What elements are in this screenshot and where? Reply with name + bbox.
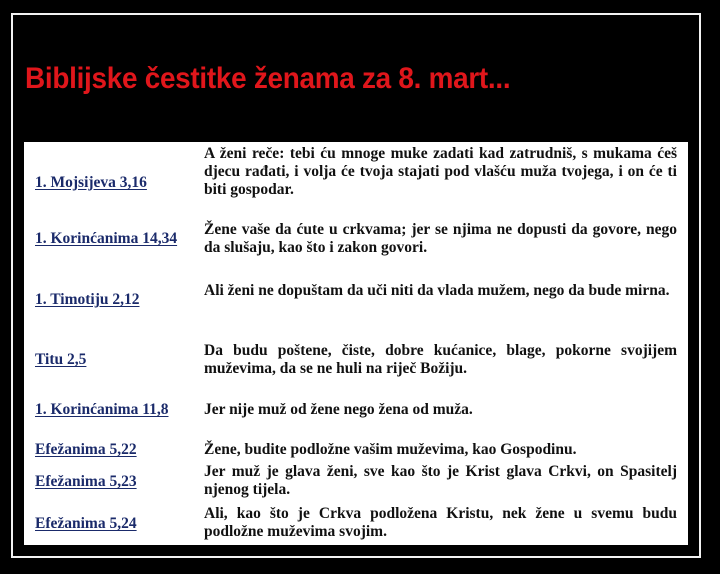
verse-text: Da budu poštene, čiste, dobre kućanice, blage, pokorne svojijem muževima, da se ne huli na riječ Božiju. (204, 342, 677, 377)
verse-reference-link[interactable]: Efežanima 5,24 (35, 515, 137, 532)
verse-text: Ali ženi ne dopuštam da uči niti da vlada mužem, nego da bude mirna. (204, 282, 670, 299)
verse-reference-link[interactable]: Efežanima 5,22 (35, 441, 137, 458)
verse-reference-link[interactable]: Titu 2,5 (35, 351, 87, 368)
verse-text: Jer nije muž od žene nego žena od muža. (204, 401, 473, 418)
verse-text: Žene vaše da ćute u crkvama; jer se njima ne dopusti da govore, nego da slušaju, kao što i zakon govori. (204, 221, 677, 256)
verse-reference-link[interactable]: 1. Mojsijeva 3,16 (35, 174, 147, 191)
verse-reference-link[interactable]: Efežanima 5,23 (35, 473, 137, 490)
verse-text: Ali, kao što je Crkva podložena Kristu, nek žene u svemu budu podložne muževima svojim. (204, 505, 677, 540)
verse-reference-link[interactable]: 1. Korinćanima 14,34 (35, 230, 178, 247)
verse-text: Jer muž je glava ženi, sve kao što je Krist glava Crkvi, on Spasitelj njenog tijela. (204, 463, 677, 498)
verse-reference-link[interactable]: 1. Korinćanima 11,8 (35, 401, 169, 418)
verse-reference-link[interactable]: 1. Timotiju 2,12 (35, 291, 140, 308)
verse-text: A ženi reče: tebi ću mnoge muke zadati kad zatrudniš, s mukama ćeš djecu rađati, i volja će tvoja stajati pod vlašću muža tvojega, i on će ti biti gospodar. (204, 145, 677, 198)
verse-text: Žene, budite podložne vašim muževima, kao Gospodinu. (204, 441, 577, 458)
page-title: Biblijske čestitke ženama za 8. mart... (25, 62, 511, 95)
verses-table (24, 142, 688, 545)
